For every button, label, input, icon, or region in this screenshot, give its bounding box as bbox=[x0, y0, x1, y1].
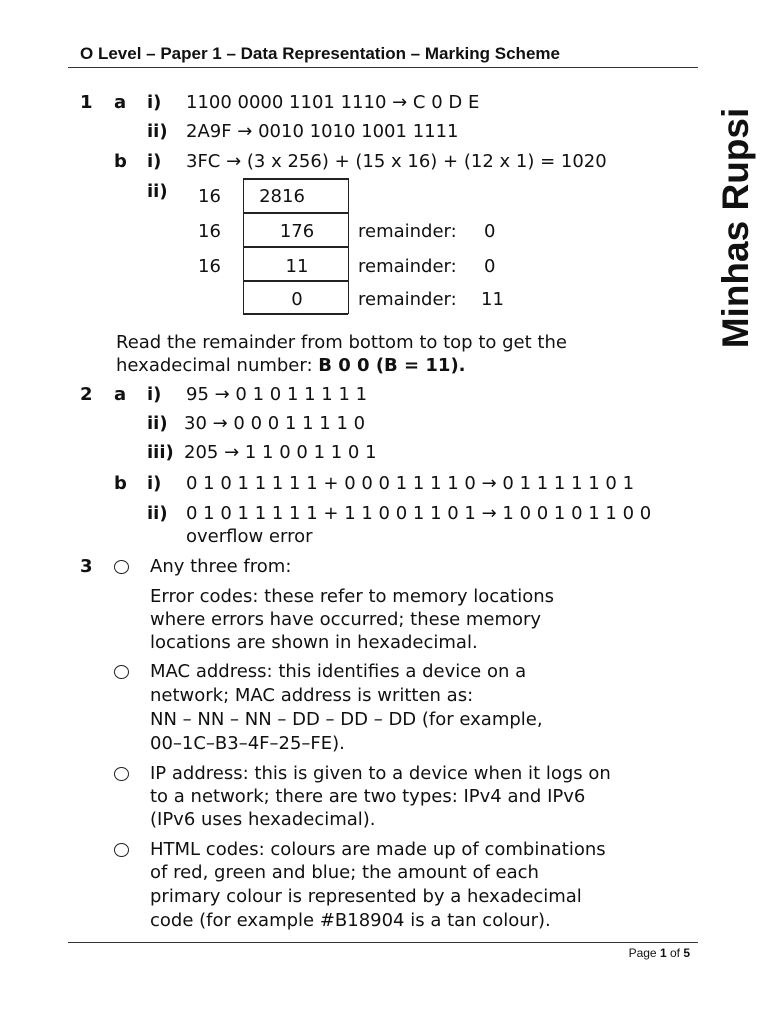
subpart-label-1a-i: i) bbox=[147, 92, 162, 113]
error-codes-line: where errors have occurred; these memory bbox=[150, 609, 542, 630]
divisor: 16 bbox=[198, 221, 221, 242]
subpart-label-2b-ii: ii) bbox=[147, 503, 168, 524]
divisor: 16 bbox=[198, 186, 221, 207]
division-box-line bbox=[243, 212, 348, 214]
part-label-2b: b bbox=[114, 473, 127, 494]
note-line-2 bbox=[116, 355, 466, 376]
part-label-1b: b bbox=[114, 151, 127, 172]
division-box-line bbox=[243, 178, 348, 180]
page-mid: of bbox=[666, 946, 684, 960]
ip-address-line: to a network; there are two types: IPv4 and IPv6 bbox=[150, 786, 586, 807]
subpart-label-2a-ii: ii) bbox=[147, 413, 168, 434]
subpart-label-2a-iii: iii) bbox=[147, 442, 174, 463]
author-side-label: Minhas Rupsi bbox=[715, 107, 756, 349]
error-codes-line: locations are shown in hexadecimal. bbox=[150, 632, 478, 653]
note-line-1: Read the remainder from bottom to top to get the bbox=[116, 332, 567, 353]
subpart-label-1a-ii: ii) bbox=[147, 121, 168, 142]
html-codes-line: code (for example #B18904 is a tan colour). bbox=[150, 910, 551, 931]
part-label-2a: a bbox=[114, 384, 127, 405]
answer-1b-i: 3FC → (3 x 256) + (15 x 16) + (12 x 1) = 1020 bbox=[186, 151, 607, 172]
answer-2b-ii-note: overflow error bbox=[186, 526, 313, 547]
division-cell: 0 bbox=[291, 289, 303, 310]
note-line-2-answer: B 0 0 (B = 11). bbox=[318, 355, 466, 376]
bullet-circle-icon bbox=[114, 767, 129, 781]
page-prefix: Page bbox=[628, 946, 660, 960]
question-number-2: 2 bbox=[80, 384, 93, 405]
division-cell: 2816 bbox=[259, 186, 305, 207]
html-codes-line: primary colour is represented by a hexadecimal bbox=[150, 886, 582, 907]
subpart-label-1b-i: i) bbox=[147, 151, 162, 172]
answer-2b-ii: 0 1 0 1 1 1 1 1 + 1 1 0 0 1 1 0 1 → 1 0 0 1 0 1 1 0 0 bbox=[186, 503, 652, 524]
q3-intro: Any three from: bbox=[150, 556, 292, 577]
mac-address-line: MAC address: this identifies a device on a bbox=[150, 661, 527, 682]
mac-address-line: NN – NN – NN – DD – DD – DD (for example, bbox=[150, 709, 543, 730]
html-codes-line: HTML codes: colours are made up of combinations bbox=[150, 839, 606, 860]
answer-1a-ii: 2A9F → 0010 1010 1001 1111 bbox=[186, 121, 459, 142]
page-current: 1 bbox=[659, 946, 667, 960]
bullet-circle-icon bbox=[114, 843, 129, 857]
note-line-2-prefix: hexadecimal number: bbox=[116, 355, 319, 376]
header-rule bbox=[68, 67, 698, 68]
division-box-line bbox=[243, 246, 348, 248]
ip-address-line: IP address: this is given to a device when it logs on bbox=[150, 763, 611, 784]
bullet-circle-icon bbox=[114, 560, 129, 574]
page-total: 5 bbox=[683, 946, 690, 960]
html-codes-line: of red, green and blue; the amount of each bbox=[150, 862, 539, 883]
mac-address-line: 00–1C–B3–4F–25–FE). bbox=[150, 733, 345, 754]
answer-2b-i: 0 1 0 1 1 1 1 1 + 0 0 0 1 1 1 1 0 → 0 1 1 1 1 1 0 1 bbox=[186, 473, 635, 494]
mac-address-line: network; MAC address is written as: bbox=[150, 685, 474, 706]
remainder-label: remainder: bbox=[358, 256, 457, 277]
remainder-value: 0 bbox=[484, 221, 496, 242]
division-box-line bbox=[243, 280, 348, 282]
footer-rule bbox=[68, 942, 698, 943]
page-title: O Level – Paper 1 – Data Representation – Marking Scheme bbox=[80, 44, 560, 63]
division-cell: 11 bbox=[285, 256, 309, 277]
question-number-3: 3 bbox=[80, 556, 93, 577]
question-number-1: 1 bbox=[80, 92, 93, 113]
bullet-circle-icon bbox=[114, 665, 129, 679]
remainder-value: 0 bbox=[484, 256, 496, 277]
part-label-1a: a bbox=[114, 92, 127, 113]
division-box-line bbox=[243, 313, 348, 315]
remainder-value: 11 bbox=[481, 289, 504, 310]
error-codes-line: Error codes: these refer to memory locations bbox=[150, 586, 555, 607]
subpart-label-2b-i: i) bbox=[147, 473, 162, 494]
answer-2a-i: 95 → 0 1 0 1 1 1 1 1 bbox=[186, 384, 368, 405]
ip-address-line: (IPv6 uses hexadecimal). bbox=[150, 809, 376, 830]
remainder-label: remainder: bbox=[358, 221, 457, 242]
subpart-label-2a-i: i) bbox=[147, 384, 162, 405]
answer-2a-ii: 30 → 0 0 0 1 1 1 1 0 bbox=[184, 413, 366, 434]
subpart-label-1b-ii: ii) bbox=[147, 181, 168, 202]
division-cell: 176 bbox=[279, 221, 315, 242]
remainder-label: remainder: bbox=[358, 289, 457, 310]
answer-2a-iii: 205 → 1 1 0 0 1 1 0 1 bbox=[184, 442, 377, 463]
answer-1a-i: 1100 0000 1101 1110 → C 0 D E bbox=[186, 92, 480, 113]
page-number bbox=[629, 946, 690, 960]
divisor: 16 bbox=[198, 256, 221, 277]
